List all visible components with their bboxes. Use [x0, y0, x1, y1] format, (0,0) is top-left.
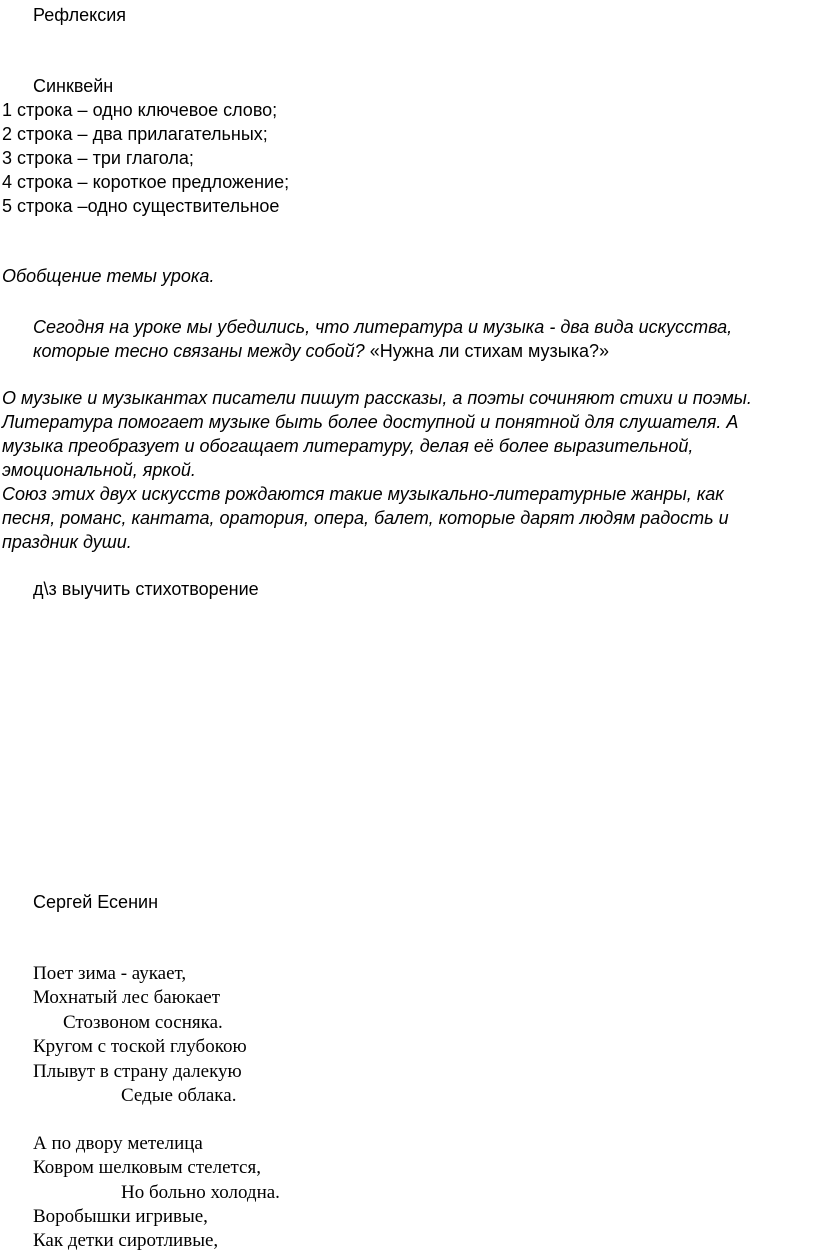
- poem-line: Но больно холодна.: [121, 1182, 280, 1203]
- summary-paragraph-line: Союз этих двух искусств рождаются такие музыкально-литературные жанры, как: [2, 484, 724, 504]
- poem-author: Сергей Есенин: [33, 892, 159, 912]
- poem-line: Ковром шелковым стелется,: [33, 1157, 261, 1178]
- summary-paragraph-line: праздник души.: [2, 532, 132, 552]
- sinkwain-line-3: 3 строка – три глагола;: [2, 148, 194, 168]
- sinkwain-line-1: 1 строка – одно ключевое слово;: [2, 100, 278, 120]
- summary-intro-line-1: Сегодня на уроке мы убедились, что литература и музыка - два вида искусства,: [33, 317, 733, 337]
- poem-line: Плывут в страну далекую: [33, 1061, 242, 1082]
- poem-line: А по двору метелица: [33, 1133, 203, 1154]
- poem-line: Мохнатый лес баюкает: [33, 987, 221, 1008]
- poem-line: Воробышки игривые,: [33, 1206, 208, 1227]
- summary-intro-italic: которые тесно связаны между собой?: [33, 341, 370, 361]
- poem-line: Стозвоном сосняка.: [63, 1012, 223, 1033]
- reflection-title: Рефлексия: [33, 5, 127, 25]
- sinkwain-line-2: 2 строка – два прилагательных;: [2, 124, 268, 144]
- summary-intro-line-2: [33, 340, 609, 362]
- summary-paragraph-line: Литература помогает музыке быть более доступной и понятной для слушателя. А: [2, 412, 739, 432]
- poem-line: Как детки сиротливые,: [33, 1230, 219, 1251]
- poem-line: Поет зима - аукает,: [33, 963, 187, 984]
- summary-heading: Обобщение темы урока.: [2, 266, 215, 286]
- summary-paragraph-line: эмоциональной, яркой.: [2, 460, 196, 480]
- sinkwain-line-5: 5 строка –одно существительное: [2, 196, 280, 216]
- poem-line: Седые облака.: [121, 1085, 237, 1106]
- summary-paragraph-line: музыка преобразует и обогащает литературу, делая её более выразительной,: [2, 436, 694, 456]
- poem-line: Кругом с тоской глубокою: [33, 1036, 247, 1057]
- sinkwain-line-4: 4 строка – короткое предложение;: [2, 172, 290, 192]
- summary-paragraph-line: песня, романс, кантата, оратория, опера, балет, которые дарят людям радость и: [2, 508, 729, 528]
- summary-paragraph-line: О музыке и музыкантах писатели пишут рассказы, а поэты сочиняют стихи и поэмы.: [2, 388, 752, 408]
- summary-intro-question: «Нужна ли стихам музыка?»: [369, 341, 610, 361]
- homework-text: д\з выучить стихотворение: [33, 579, 259, 599]
- sinkwain-heading: Синквейн: [33, 76, 114, 96]
